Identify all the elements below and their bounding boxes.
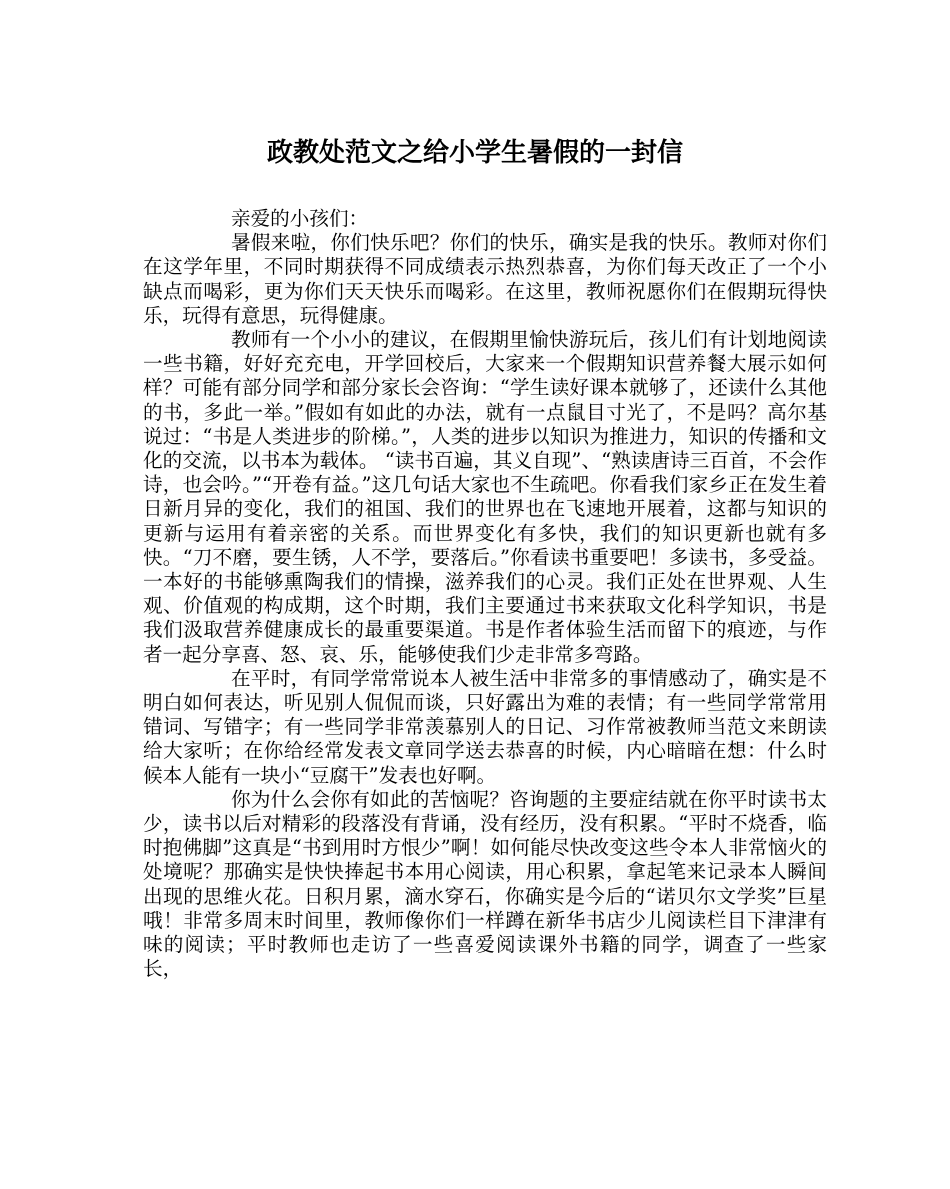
paragraph-3: 在平时，有同学常常说本人被生活中非常多的事情感动了，确实是不明白如何表达，听见别人侃侃而谈，只好露出为难的表情；有一些同学常常用错词、写错字；有一些同学非常羡慕别人的日记、习作常被教师当范文来朗读给大家听；在你给经常发表文章同学送去恭喜的时候，内心暗暗在想：什么时候本人能有一块小“豆腐干”发表也好啊。	[143, 666, 827, 787]
document-title: 政教处范文之给小学生暑假的一封信	[266, 138, 683, 168]
letter-body	[143, 207, 827, 982]
salutation: 亲爱的小孩们：	[231, 207, 369, 230]
paragraph-1: 暑假来啦，你们快乐吧？你们的快乐，确实是我的快乐。教师对你们在这学年里，不同时期获得不同成绩表示热烈恭喜，为你们每天改正了一个小缺点而喝彩，更为你们天天快乐而喝彩。在这里，教师祝愿你们在假期玩得快乐，玩得有意思，玩得健康。	[143, 231, 827, 327]
paragraph-4: 你为什么会你有如此的苦恼呢？咨询题的主要症结就在你平时读书太少，读书以后对精彩的段落没有背诵，没有经历，没有积累。“平时不烧香，临时抱佛脚”这真是“书到用时方恨少”啊！如何能尽快改变这些令本人非常恼火的处境呢？那确实是快快捧起书本用心阅读，用心积累，拿起笔来记录本人瞬间出现的思维火花。日积月累，滴水穿石，你确实是今后的“诺贝尔文学奖”巨星哦！非常多周末时间里，教师像你们一样蹲在新华书店少儿阅读栏目下津津有味的阅读；平时教师也走访了一些喜爱阅读课外书籍的同学，调查了一些家长，	[143, 787, 827, 981]
paragraph-2: 教师有一个小小的建议，在假期里愉快游玩后，孩儿们有计划地阅读一些书籍，好好充充电，开学回校后，大家来一个假期知识营养餐大展示如何样？可能有部分同学和部分家长会咨询：“学生读好课本就够了，还读什么其他的书，多此一举。”假如有如此的办法，就有一点鼠目寸光了，不是吗？高尔基说过：“书是人类进步的阶梯。”，人类的进步以知识为推进力，知识的传播和文化的交流，以书本为载体。 “读书百遍，其义自现”、“熟读唐诗三百首，不会作诗，也会吟。”“开卷有益。”这几句话大家也不生疏吧。你看我们家乡正在发生着日新月异的变化，我们的祖国、我们的世界也在飞速地开展着，这都与知识的更新与运用有着亲密的关系。而世界变化有多快，我们的知识更新也就有多快。“刀不磨，要生锈，人不学，要落后。”你看读书重要吧！多读书，多受益。一本好的书能够熏陶我们的情操，滋养我们的心灵。我们正处在世界观、人生观、价值观的构成期，这个时期，我们主要通过书来获取文化科学知识，书是我们汲取营养健康成长的最重要渠道。书是作者体验生活而留下的痕迹，与作者一起分享喜、怒、哀、乐，能够使我们少走非常多弯路。	[143, 328, 827, 666]
